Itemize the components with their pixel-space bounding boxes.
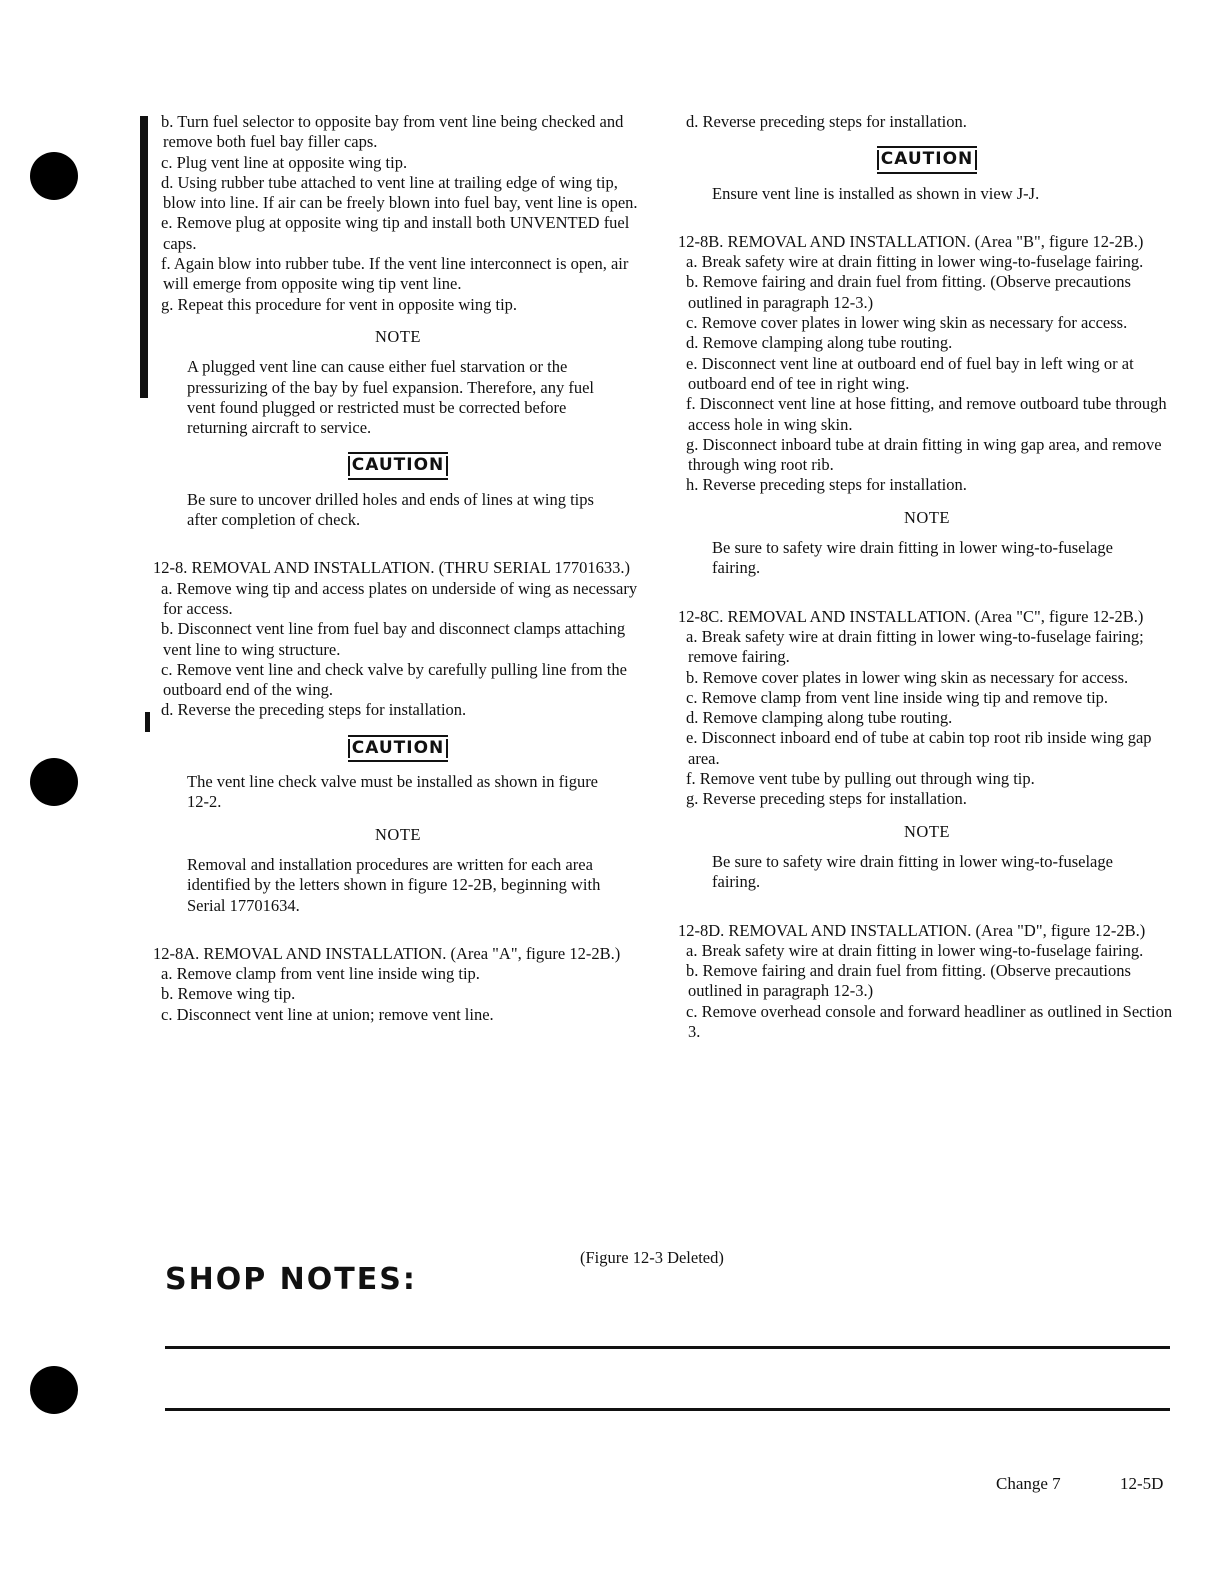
caution-label: CAUTION (877, 146, 978, 173)
note-text: Removal and installation procedures are written for each area identified by the letters shown in figure 12-2B, beginning with Serial 17701634. (187, 854, 601, 915)
step-b: b. Disconnect vent line from fuel bay and disconnect clamps attaching vent line to wing structure. (161, 619, 626, 659)
step-c: c. Remove overhead console and forward headliner as outlined in Section 3. (686, 1001, 1173, 1041)
step-g: g. Repeat this procedure for vent in opposite wing tip. (161, 294, 518, 314)
page-number: 12-5D (1120, 1474, 1164, 1493)
left-column (153, 112, 643, 1025)
step-a: a. Remove clamp from vent line inside wing tip. (161, 964, 480, 984)
note-text: A plugged vent line can cause either fuel starvation or the pressurizing of the bay by fuel expansion. Therefore, any fuel vent found plugged or restricted must be corrected before returning aircraft to service. (187, 357, 595, 438)
notes-line (165, 1346, 1170, 1349)
step-e: e. Disconnect vent line at outboard end of fuel bay in left wing or at outboard end of tee in right wing. (686, 353, 1134, 393)
revision-bar (145, 712, 150, 732)
note-text: Be sure to safety wire drain fitting in lower wing-to-fuselage fairing. (712, 851, 1113, 892)
section-heading-12-8c: 12-8C. REMOVAL AND INSTALLATION. (Area "C", figure 12-2B.) (678, 606, 1144, 626)
section-heading-12-8: 12-8. REMOVAL AND INSTALLATION. (THRU SERIAL 17701633.) (153, 558, 631, 578)
binder-punch-hole-top (30, 152, 78, 200)
step-f: f. Disconnect vent line at hose fitting, and remove outboard tube through access hole in wing skin. (686, 394, 1167, 434)
figure-deleted-note: (Figure 12-3 Deleted) (580, 1248, 724, 1267)
caution-text: The vent line check valve must be installed as shown in figure 12-2. (187, 772, 599, 812)
note-heading: NOTE (375, 824, 421, 844)
note-text: Be sure to safety wire drain fitting in lower wing-to-fuselage fairing. (712, 538, 1113, 578)
section-heading-12-8d: 12-8D. REMOVAL AND INSTALLATION. (Area "D", figure 12-2B.) (678, 920, 1146, 940)
step-f: f. Again blow into rubber tube. If the vent line interconnect is open, air will emerge from opposite wing tip vent line. (161, 254, 629, 294)
step-b: b. Remove fairing and drain fuel from fitting. (Observe precautions outlined in paragraph 12-3.) (686, 272, 1131, 312)
section-heading-12-8b: 12-8B. REMOVAL AND INSTALLATION. (Area "B", figure 12-2B.) (678, 231, 1144, 251)
step-h: h. Reverse preceding steps for installation. (686, 475, 967, 495)
caution-label: CAUTION (348, 735, 449, 762)
shop-notes-heading: SHOP NOTES: (165, 1262, 417, 1297)
step-b: b. Remove cover plates in lower wing skin as necessary for access. (686, 667, 1129, 687)
section-heading-12-8a: 12-8A. REMOVAL AND INSTALLATION. (Area "A", figure 12-2B.) (153, 943, 621, 963)
note-heading: NOTE (904, 821, 950, 841)
binder-punch-hole-middle (30, 758, 78, 806)
step-a: a. Break safety wire at drain fitting in lower wing-to-fuselage fairing. (686, 252, 1144, 272)
step-c: c. Disconnect vent line at union; remove vent line. (161, 1004, 494, 1024)
step-d: d. Using rubber tube attached to vent line at trailing edge of wing tip, blow into line. If air can be freely blown into fuel bay, vent line is open. (161, 172, 638, 213)
caution-box (153, 452, 643, 479)
revision-bar (140, 116, 148, 398)
step-f: f. Remove vent tube by pulling out through wing tip. (686, 769, 1035, 789)
note-heading: NOTE (375, 326, 421, 346)
step-d: d. Remove clamping along tube routing. (686, 708, 953, 728)
caution-box (678, 146, 1176, 173)
step-g: g. Disconnect inboard tube at drain fitting in wing gap area, and remove through wing root rib. (686, 434, 1162, 475)
step-c: c. Remove vent line and check valve by carefully pulling line from the outboard end of the wing. (161, 659, 627, 700)
caution-box (153, 735, 643, 762)
step-c: c. Plug vent line at opposite wing tip. (161, 152, 408, 172)
step-e: e. Disconnect inboard end of tube at cabin top root rib inside wing gap area. (686, 728, 1152, 768)
caution-label: CAUTION (348, 452, 449, 479)
step-c: c. Remove cover plates in lower wing skin as necessary for access. (686, 313, 1128, 333)
step-a: a. Break safety wire at drain fitting in lower wing-to-fuselage fairing. (686, 940, 1144, 960)
note-heading: NOTE (904, 507, 950, 527)
step-d: d. Reverse preceding steps for installation. (686, 112, 967, 131)
notes-line (165, 1408, 1170, 1411)
step-b: b. Remove fairing and drain fuel from fitting. (Observe precautions outlined in paragraph 12-3.) (686, 961, 1131, 1001)
step-d: d. Remove clamping along tube routing. (686, 333, 953, 353)
caution-text: Ensure vent line is installed as shown in view J-J. (712, 183, 1040, 203)
right-column (678, 112, 1176, 1042)
step-a: a. Break safety wire at drain fitting in lower wing-to-fuselage fairing; remove fairing. (686, 626, 1144, 667)
caution-text: Be sure to uncover drilled holes and ends of lines at wing tips after completion of check. (187, 489, 594, 530)
step-b: b. Turn fuel selector to opposite bay from vent line being checked and remove both fuel bay filler caps. (161, 112, 624, 152)
step-b: b. Remove wing tip. (161, 984, 296, 1004)
step-d: d. Reverse the preceding steps for installation. (161, 700, 467, 720)
step-c: c. Remove clamp from vent line inside wing tip and remove tip. (686, 687, 1109, 707)
change-number: Change 7 (996, 1474, 1061, 1493)
step-g: g. Reverse preceding steps for installation. (686, 789, 967, 809)
step-e: e. Remove plug at opposite wing tip and install both UNVENTED fuel caps. (161, 213, 630, 253)
binder-punch-hole-bottom (30, 1366, 78, 1414)
step-a: a. Remove wing tip and access plates on underside of wing as necessary for access. (161, 578, 638, 618)
